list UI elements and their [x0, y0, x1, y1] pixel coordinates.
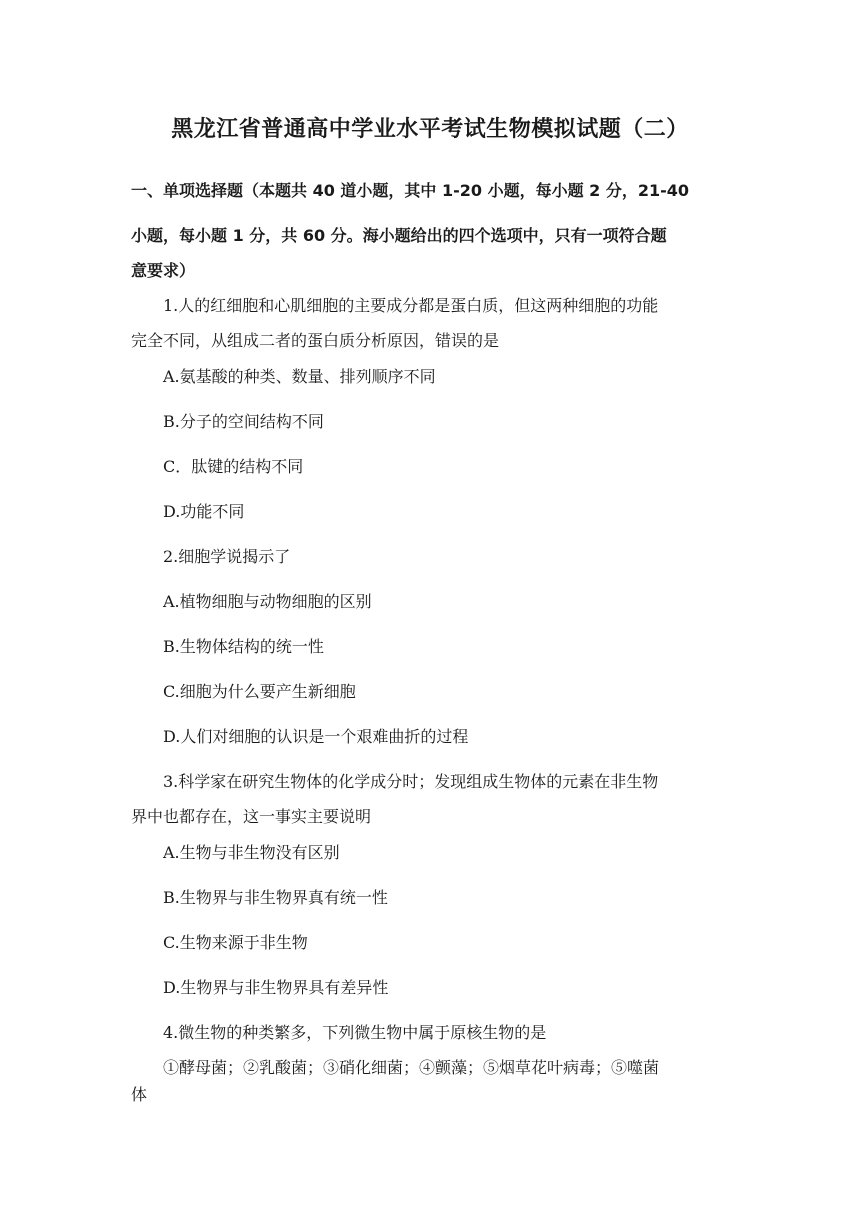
question-3-option-d: D.生物界与非生物界具有差异性	[163, 978, 389, 997]
question-3-option-b: B.生物界与非生物界真有统一性	[163, 888, 388, 907]
question-2-option-d: D.人们对细胞的认识是一个艰难曲折的过程	[163, 727, 469, 746]
question-1-stem-line-1: 1.人的红细胞和心肌细胞的主要成分都是蛋白质，但这两种细胞的功能	[163, 296, 659, 315]
section-heading-line-2: 小题，每小题 1 分，共 60 分。海小题给出的四个选项中，只有一项符合题	[131, 226, 667, 245]
question-4-stem-line-1: 4.微生物的种类繁多，下列微生物中属于原核生物的是	[163, 1023, 547, 1042]
question-1-option-c: C．肽键的结构不同	[163, 457, 304, 476]
question-1-option-d: D.功能不同	[163, 502, 245, 521]
question-4-stem-line-3: 体	[131, 1085, 148, 1104]
question-3-option-a: A.生物与非生物没有区别	[163, 843, 340, 862]
question-3-option-c: C.生物来源于非生物	[163, 933, 308, 952]
page-title: 黑龙江省普通高中学业水平考试生物模拟试题（二）	[171, 117, 689, 142]
section-heading-line-1: 一、单项选择题（本题共 40 道小题，其中 1-20 小题，每小题 2 分，21-40	[131, 181, 690, 200]
question-2-option-b: B.生物体结构的统一性	[163, 637, 324, 656]
section-heading-line-3: 意要求）	[131, 261, 196, 280]
question-2-option-c: C.细胞为什么要产生新细胞	[163, 682, 356, 701]
question-2-stem-line-1: 2.细胞学说揭示了	[163, 547, 291, 566]
question-1-option-a: A.氨基酸的种类、数量、排列顺序不同	[163, 367, 436, 386]
question-1-option-b: B.分子的空间结构不同	[163, 412, 324, 431]
question-3-stem-line-2: 界中也都存在，这一事实主要说明	[131, 807, 372, 826]
question-3-stem-line-1: 3.科学家在研究生物体的化学成分时；发现组成生物体的元素在非生物	[163, 772, 659, 791]
question-1-stem-line-2: 完全不同，从组成二者的蛋白质分析原因，错误的是	[131, 331, 500, 350]
question-2-option-a: A.植物细胞与动物细胞的区别	[163, 592, 372, 611]
question-4-stem-line-2: ①酵母菌；②乳酸菌；③硝化细菌；④颤藻；⑤烟草花叶病毒；⑤噬菌	[163, 1058, 660, 1077]
